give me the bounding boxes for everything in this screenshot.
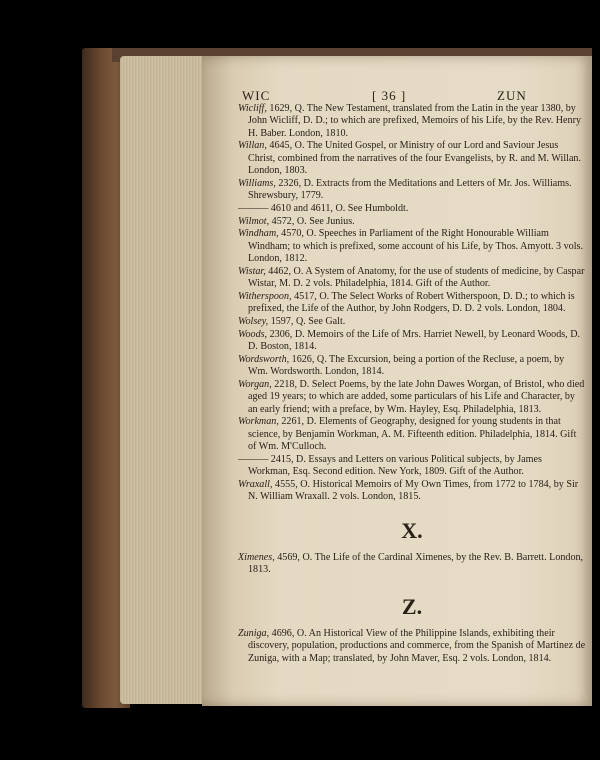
catalogue-entry (238, 628, 586, 665)
catalogue-entry (238, 140, 586, 177)
catalogue-entry (238, 178, 586, 203)
catalogue-entry (238, 379, 586, 416)
catalogue-entry (238, 416, 586, 453)
header-right: ZUN (497, 88, 527, 103)
catalogue-entry (238, 479, 586, 504)
entry-text: 4572, O. See Junius. (269, 215, 355, 227)
entry-text: 4570, O. Speeches in Parliament of the Right Honourable William Windham; to which is prefixed, some account of his Life, by Thos. Amyott. 3 vols. London, 1812. (248, 228, 583, 265)
entry-text: 2218, D. Select Poems, by the late John Dawes Worgan, of Bristol, who died aged 19 years; to which are added, some particulars of his Life and Character, by an early friend; with a preface, by Wm. Hayley, Esq. Philadelphia, 1813. (248, 379, 585, 415)
entry-text: 4569, O. The Life of the Cardinal Ximenes, by the Rev. B. Barrett. London, 1813. (248, 551, 584, 575)
catalogue-entry (238, 552, 586, 577)
entry-heading: Woods, (238, 328, 268, 340)
entry-text: 4645, O. The United Gospel, or Ministry of our Lord and Saviour Jesus Christ, combined from the narratives of the four Evangelists, by R. and M. Willan. London, 1803. (248, 140, 581, 176)
catalogue-entry (238, 103, 586, 140)
entry-heading: Wordsworth, (238, 353, 290, 365)
entry-heading: Worgan, (238, 379, 272, 391)
entry-heading: Wilmot, (238, 215, 270, 227)
entry-heading: Zuniga, (238, 628, 270, 640)
entry-text: ——— 2415, D. Essays and Letters on various Political subjects, by James Workman, Esq. Second edition. New York, 1809. Gift of the Author. (238, 453, 542, 478)
catalogue-entry (238, 203, 586, 215)
page-number: [ 36 ] (372, 88, 407, 103)
entry-text: 4462, O. A System of Anatomy, for the use of students of medicine, by Caspar Wistar, M. D. 2 vols. Philadelphia, 1814. Gift of the Author. (248, 265, 585, 290)
catalogue-entry (238, 291, 586, 316)
entry-heading: Wistar, (238, 265, 266, 277)
entry-text: 1597, Q. See Galt. (268, 316, 346, 328)
catalogue-entry (238, 329, 586, 354)
entry-text: 1629, Q. The New Testament, translated from the Latin in the year 1380, by John Wicliff, D. D.; to which are prefixed, Memoirs of his Life, by the Rev. Henry H. Baber. London, 1810. (248, 103, 581, 139)
entry-text: ——— 4610 and 4611, O. See Humboldt. (238, 202, 409, 214)
entry-text: 4555, O. Historical Memoirs of My Own Times, from 1772 to 1784, by Sir N. William Wraxall. 2 vols. London, 1815. (248, 478, 579, 503)
entry-heading: Windham, (238, 228, 279, 240)
entry-text: 4517, O. The Select Works of Robert Witherspoon, D. D.; to which is prefixed, the Life of the Author, by John Rodgers, D. D. 2 vols. London, 1804. (248, 290, 575, 315)
header-left: WIC (242, 88, 271, 103)
entry-heading: Workman, (238, 416, 279, 428)
catalogue-entry (238, 316, 586, 328)
section-heading-z: Z. (401, 594, 423, 620)
entry-text: 2306, D. Memoirs of the Life of Mrs. Harriet Newell, by Leonard Woods, D. D. Boston, 1814. (248, 328, 581, 353)
entry-text: 1626, Q. The Excursion, being a portion of the Recluse, a poem, by Wm. Wordsworth. London, 1814. (248, 353, 565, 378)
entry-heading: Wicliff, (238, 103, 267, 114)
entry-heading: Witherspoon, (238, 290, 292, 302)
section-heading-x: X. (401, 517, 423, 543)
catalogue-entry (238, 454, 586, 479)
catalogue-entries (238, 103, 586, 665)
entry-text: 2261, D. Elements of Geography, designed for young students in that science, by Benjamin Workman, A. M. Fifteenth edition. Philadelphia, 1814. Gift of Wm. M'Culloch. (248, 416, 577, 453)
catalogue-entry (238, 354, 586, 379)
entry-heading: Willan, (238, 140, 267, 152)
catalogue-entry (238, 266, 586, 291)
entry-heading: Ximenes, (238, 551, 275, 563)
entry-heading: Williams, (238, 177, 276, 189)
entry-text: 4696, O. An Historical View of the Philippine Islands, exhibiting their discovery, population, productions and commerce, from the Spanish of Martinez de Zuniga, with a Map; translated, by John Maver, Esq. 2 vols. London, 1814. (248, 628, 586, 664)
entry-heading: Wolsey, (238, 316, 269, 328)
entry-text: 2326, D. Extracts from the Meditations and Letters of Mr. Jos. Williams. Shrewsbury, 1779. (248, 177, 572, 202)
catalogue-entry (238, 216, 586, 228)
entry-heading: Wraxall, (238, 478, 273, 490)
catalogue-entry (238, 228, 586, 265)
